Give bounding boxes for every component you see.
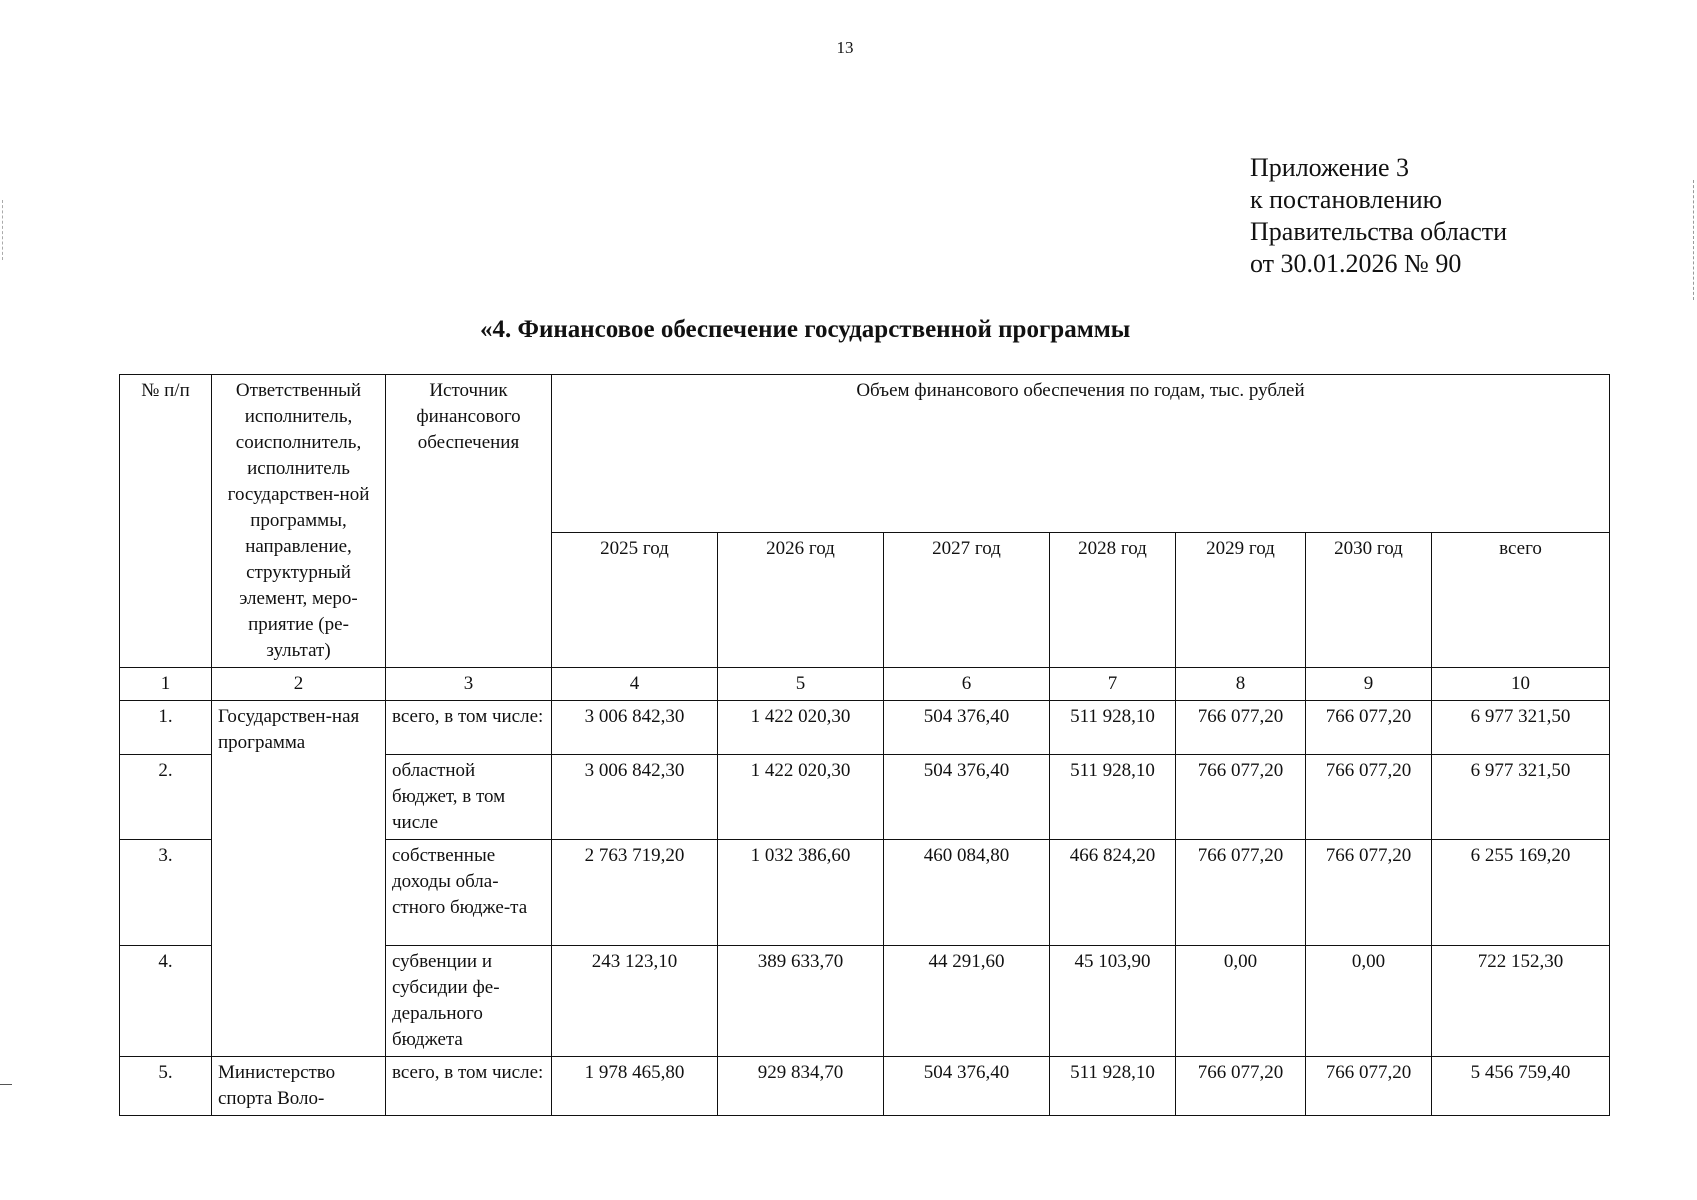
col-number: 4	[552, 668, 718, 701]
header-year: 2028 год	[1050, 532, 1176, 667]
col-number: 10	[1432, 668, 1610, 701]
value-cell: 3 006 842,30	[552, 755, 718, 840]
value-cell: 511 928,10	[1050, 701, 1176, 755]
margin-mark	[0, 1084, 12, 1085]
header-year: 2029 год	[1176, 532, 1306, 667]
table-row	[120, 701, 1610, 755]
header-total: всего	[1432, 532, 1610, 667]
scan-edge-left	[2, 200, 5, 260]
document-title: «4. Финансовое обеспечение государственной программы	[480, 316, 1131, 343]
header-year: 2025 год	[552, 532, 718, 667]
col-number: 3	[386, 668, 552, 701]
value-cell: 766 077,20	[1306, 701, 1432, 755]
page-number: 13	[836, 38, 854, 57]
appendix-block	[1250, 152, 1507, 280]
value-cell: 0,00	[1176, 946, 1306, 1057]
value-cell: 389 633,70	[718, 946, 884, 1057]
col-number: 1	[120, 668, 212, 701]
value-cell: 460 084,80	[884, 840, 1050, 946]
value-cell-total: 722 152,30	[1432, 946, 1610, 1057]
value-cell: 766 077,20	[1306, 840, 1432, 946]
row-source: областной бюджет, в том числе	[386, 755, 552, 840]
header-year: 2030 год	[1306, 532, 1432, 667]
value-cell: 504 376,40	[884, 1057, 1050, 1116]
row-source: всего, в том числе:	[386, 1057, 552, 1116]
header-row-1	[120, 375, 1610, 533]
value-cell: 766 077,20	[1306, 1057, 1432, 1116]
row-num: 2.	[120, 755, 212, 840]
row-num: 4.	[120, 946, 212, 1057]
executor-state-program: Государствен-ная программа	[212, 701, 386, 1057]
value-cell-total: 6 977 321,50	[1432, 755, 1610, 840]
value-cell: 766 077,20	[1176, 755, 1306, 840]
value-cell: 45 103,90	[1050, 946, 1176, 1057]
value-cell: 243 123,10	[552, 946, 718, 1057]
col-number: 7	[1050, 668, 1176, 701]
appendix-line-3: Правительства области	[1250, 217, 1508, 246]
row-source: собственные доходы обла-стного бюдже-та	[386, 840, 552, 946]
value-cell: 511 928,10	[1050, 755, 1176, 840]
header-volume: Объем финансового обеспечения по годам, тыс. рублей	[552, 375, 1610, 533]
appendix-line-4: от 30.01.2026 № 90	[1250, 249, 1462, 278]
col-number: 5	[718, 668, 884, 701]
value-cell: 466 824,20	[1050, 840, 1176, 946]
financing-table	[119, 374, 1610, 1116]
value-cell-total: 6 255 169,20	[1432, 840, 1610, 946]
value-cell: 766 077,20	[1306, 755, 1432, 840]
value-cell: 1 032 386,60	[718, 840, 884, 946]
value-cell-total: 6 977 321,50	[1432, 701, 1610, 755]
header-executor: Ответственный исполнитель, соисполнитель, исполнитель государствен-ной программы, направление, структурный элемент, меро-приятие (ре-зультат)	[212, 375, 386, 668]
header-source: Источник финансового обеспечения	[386, 375, 552, 668]
col-number: 8	[1176, 668, 1306, 701]
col-number: 2	[212, 668, 386, 701]
value-cell-total: 5 456 759,40	[1432, 1057, 1610, 1116]
value-cell: 1 978 465,80	[552, 1057, 718, 1116]
appendix-line-2: к постановлению	[1250, 185, 1443, 214]
row-source: субвенции и субсидии фе-дерального бюджета	[386, 946, 552, 1057]
table-row	[120, 1057, 1610, 1116]
value-cell: 2 763 719,20	[552, 840, 718, 946]
header-num: № п/п	[120, 375, 212, 668]
value-cell: 504 376,40	[884, 755, 1050, 840]
col-number: 9	[1306, 668, 1432, 701]
value-cell: 766 077,20	[1176, 1057, 1306, 1116]
value-cell: 3 006 842,30	[552, 701, 718, 755]
row-num: 5.	[120, 1057, 212, 1116]
value-cell: 1 422 020,30	[718, 755, 884, 840]
row-num: 1.	[120, 701, 212, 755]
value-cell: 1 422 020,30	[718, 701, 884, 755]
appendix-line-1: Приложение 3	[1250, 153, 1410, 182]
value-cell: 504 376,40	[884, 701, 1050, 755]
header-year: 2026 год	[718, 532, 884, 667]
scan-edge-right	[1693, 180, 1696, 300]
value-cell: 0,00	[1306, 946, 1432, 1057]
header-year: 2027 год	[884, 532, 1050, 667]
column-numbers-row	[120, 668, 1610, 701]
executor-ministry: Министерство спорта Воло-	[212, 1057, 386, 1116]
value-cell: 511 928,10	[1050, 1057, 1176, 1116]
value-cell: 929 834,70	[718, 1057, 884, 1116]
row-num: 3.	[120, 840, 212, 946]
value-cell: 44 291,60	[884, 946, 1050, 1057]
value-cell: 766 077,20	[1176, 840, 1306, 946]
col-number: 6	[884, 668, 1050, 701]
row-source: всего, в том числе:	[386, 701, 552, 755]
value-cell: 766 077,20	[1176, 701, 1306, 755]
